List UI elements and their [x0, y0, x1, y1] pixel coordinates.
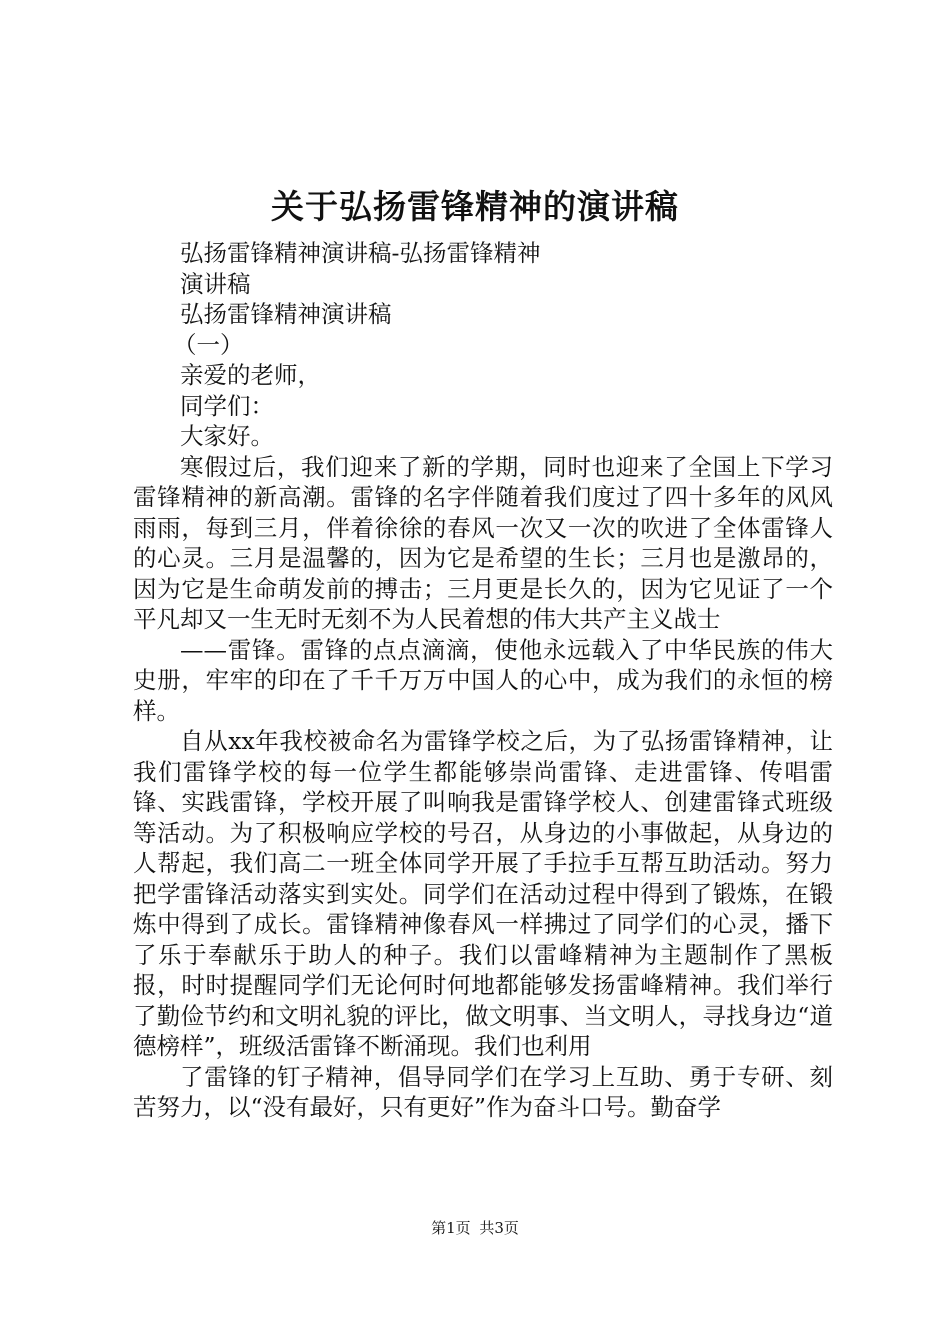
- document-title: 关于弘扬雷锋精神的演讲稿: [271, 187, 679, 226]
- page-footer: [0, 1218, 950, 1238]
- greeting: 大家好。: [180, 422, 274, 450]
- document-body: [133, 238, 833, 1123]
- salutation-teachers: 亲爱的老师，: [180, 361, 321, 389]
- paragraph: 寒假过后，我们迎来了新的学期，同时也迎来了全国上下学习雷锋精神的新高潮。雷锋的名字伴随着我们度过了四十多年的风风雨雨，每到三月，伴着徐徐的春风一次又一次的吹进了全体雷锋人的心灵。三月是温馨的，因为它是希望的生长；三月也是激昂的，因为它是生命萌发前的搏击；三月更是长久的，因为它见证了一个平凡却又一生无时无刻不为人民着想的伟大共产主义战士: [133, 452, 833, 633]
- paragraph: 自从xx年我校被命名为雷锋学校之后，为了弘扬雷锋精神，让我们雷锋学校的每一位学生都能够崇尚雷锋、走进雷锋、传唱雷锋、实践雷锋，学校开展了叫响我是雷锋学校人、创建雷锋式班级等活动。为了积极响应学校的号召，从身边的小事做起，从身边的人帮起，我们高二一班全体同学开展了手拉手互帮互助活动。努力把学雷锋活动落实到实处。同学们在活动过程中得到了锻炼，在锻炼中得到了成长。雷锋精神像春风一样拂过了同学们的心灵，播下了乐于奉献乐于助人的种子。我们以雷峰精神为主题制作了黑板报，时时提醒同学们无论何时何地都能够发扬雷峰精神。我们举行了勤俭节约和文明礼貌的评比，做文明事、当文明人，寻找身边“道德榜样”，班级活雷锋不断涌现。我们也利用: [133, 727, 833, 1060]
- salutation-students: 同学们：: [180, 391, 274, 420]
- page-number: 第1页: [431, 1219, 471, 1237]
- subtitle-line-3: 弘扬雷锋精神演讲稿: [180, 300, 392, 328]
- subtitle-line-2: 演讲稿: [180, 269, 251, 298]
- section-number: （一）: [173, 330, 244, 359]
- paragraph: ——雷锋。雷锋的点点滴滴，使他永远载入了中华民族的伟大史册，牢牢的印在了千千万万中国人的心中，成为我们的永恒的榜样。: [133, 635, 833, 725]
- paragraph: 了雷锋的钉子精神，倡导同学们在学习上互助、勇于专研、刻苦努力，以“没有最好，只有更好”作为奋斗口号。勤奋学: [133, 1062, 833, 1121]
- subtitle-line-1: 弘扬雷锋精神演讲稿-弘扬雷锋精神: [180, 239, 541, 267]
- page-total: 共3页: [479, 1219, 519, 1237]
